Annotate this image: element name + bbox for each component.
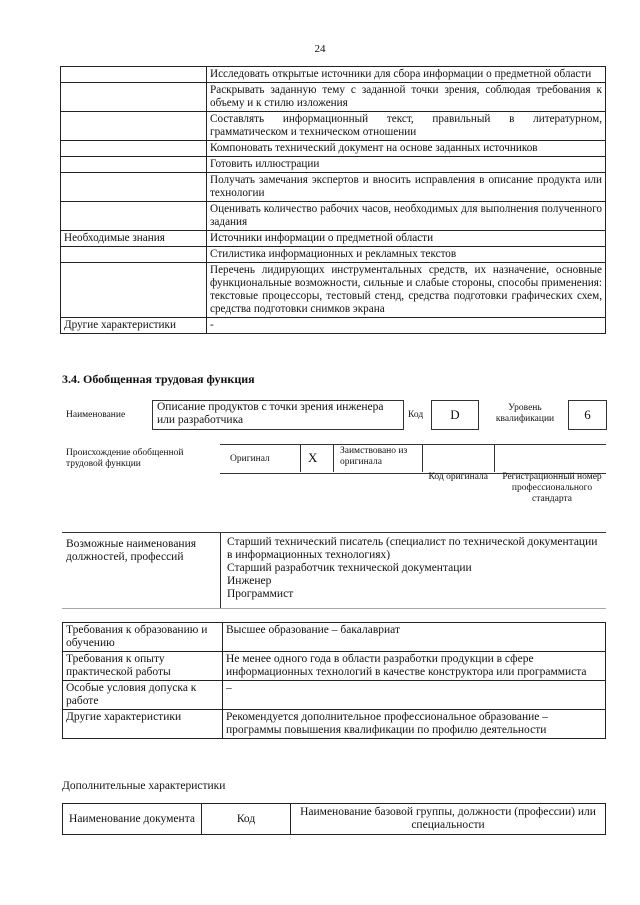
requirement-row	[63, 710, 606, 739]
origin-label: Происхождение обобщенной трудовой функции	[66, 448, 184, 469]
skills-row-label	[61, 67, 207, 83]
code-original-label: Код оригинала	[428, 472, 488, 482]
position-item: Старший разработчик технической документации	[227, 562, 472, 574]
code-value: D	[431, 400, 479, 430]
skills-row	[61, 202, 606, 231]
skills-row-value: Компоновать технический документ на основе заданных источников	[207, 141, 606, 157]
requirement-row	[63, 652, 606, 681]
requirement-label: Требования к опыту практической работы	[63, 652, 223, 681]
level-value: 6	[568, 400, 607, 430]
requirement-label: Особые условия допуска к работе	[63, 681, 223, 710]
skills-row-label	[61, 173, 207, 202]
skills-row-label: Необходимые знания	[61, 231, 207, 247]
function-name-box	[152, 400, 404, 430]
skills-row-value: Составлять информационный текст, правильный в литературном, грамматическом и техническом отношении	[207, 112, 606, 141]
skills-row	[61, 318, 606, 334]
positions-label: Возможные наименования должностей, профессий	[66, 538, 197, 563]
skills-row-label	[61, 83, 207, 112]
code-label: Код	[408, 410, 424, 420]
skills-row	[61, 263, 606, 318]
skills-row-label: Другие характеристики	[61, 318, 207, 334]
skills-row	[61, 112, 606, 141]
skills-row-value: Готовить иллюстрации	[207, 157, 606, 173]
skills-row	[61, 247, 606, 263]
skills-row-label	[61, 202, 207, 231]
original-mark: X	[308, 450, 318, 465]
skills-row	[61, 141, 606, 157]
requirement-row	[63, 623, 606, 652]
extra-heading: Дополнительные характеристики	[62, 780, 226, 792]
skills-row	[61, 83, 606, 112]
skills-row-value: -	[207, 318, 606, 334]
extra-col-group: Наименование базовой группы, должности (профессии) или специальности	[291, 804, 606, 835]
requirement-value: Не менее одного года в области разработки продукции в сфере информационных технологий в качестве конструктора или программиста	[223, 652, 606, 681]
borrowed-label: Заимствовано из оригинала	[340, 446, 408, 467]
skills-row	[61, 231, 606, 247]
skills-row-label	[61, 112, 207, 141]
requirements-table	[62, 622, 606, 739]
skills-row-label	[61, 263, 207, 318]
requirement-value: Рекомендуется дополнительное профессиональное образование – программы повышения квалификации по профилю деятельности	[223, 710, 606, 739]
skills-row-label	[61, 247, 207, 263]
level-label: Уровень квалификации	[495, 403, 555, 424]
requirement-row	[63, 681, 606, 710]
skills-row-value: Раскрывать заданную тему с заданной точки зрения, соблюдая требования к объему и к стилю изложения	[207, 83, 606, 112]
extra-table	[62, 803, 606, 835]
skills-row-value: Оценивать количество рабочих часов, необходимых для выполнения полученного задания	[207, 202, 606, 231]
skills-row-label	[61, 157, 207, 173]
requirement-label: Другие характеристики	[63, 710, 223, 739]
name-label: Наименование	[66, 410, 126, 420]
page-number: 24	[314, 43, 326, 55]
extra-col-code: Код	[202, 804, 291, 835]
skills-row-value: Получать замечания экспертов и вносить исправления в описание продукта или технологии	[207, 173, 606, 202]
skills-row-value: Исследовать открытые источники для сбора информации о предметной области	[207, 67, 606, 83]
extra-col-document: Наименование документа	[63, 804, 202, 835]
skills-table	[60, 66, 606, 334]
skills-row-value: Стилистика информационных и рекламных текстов	[207, 247, 606, 263]
section-heading: 3.4. Обобщенная трудовая функция	[62, 372, 255, 386]
skills-row	[61, 67, 606, 83]
requirement-label: Требования к образованию и обучению	[63, 623, 223, 652]
position-item: Инженер	[227, 575, 272, 587]
skills-row	[61, 157, 606, 173]
skills-row	[61, 173, 606, 202]
position-item: Программист	[227, 588, 294, 600]
requirement-value: –	[223, 681, 606, 710]
position-item: Старший технический писатель (специалист по технической документации в информационных технологиях)	[227, 536, 598, 561]
skills-row-value: Источники информации о предметной области	[207, 231, 606, 247]
original-label: Оригинал	[230, 454, 270, 464]
requirement-value: Высшее образование – бакалавриат	[223, 623, 606, 652]
skills-row-label	[61, 141, 207, 157]
function-name-value: Описание продуктов с точки зрения инженера или разработчика	[157, 401, 384, 426]
skills-row-value: Перечень лидирующих инструментальных средств, их назначение, основные функциональные возможности, сильные и слабые стороны, способы применения: текстовые процессоры, тестовый стенд, средства подготовки графических схем, средства подготовки снимков экрана	[207, 263, 606, 318]
reg-number-label: Регистрационный номер профессионального стандарта	[502, 472, 602, 504]
positions-list	[227, 536, 601, 601]
